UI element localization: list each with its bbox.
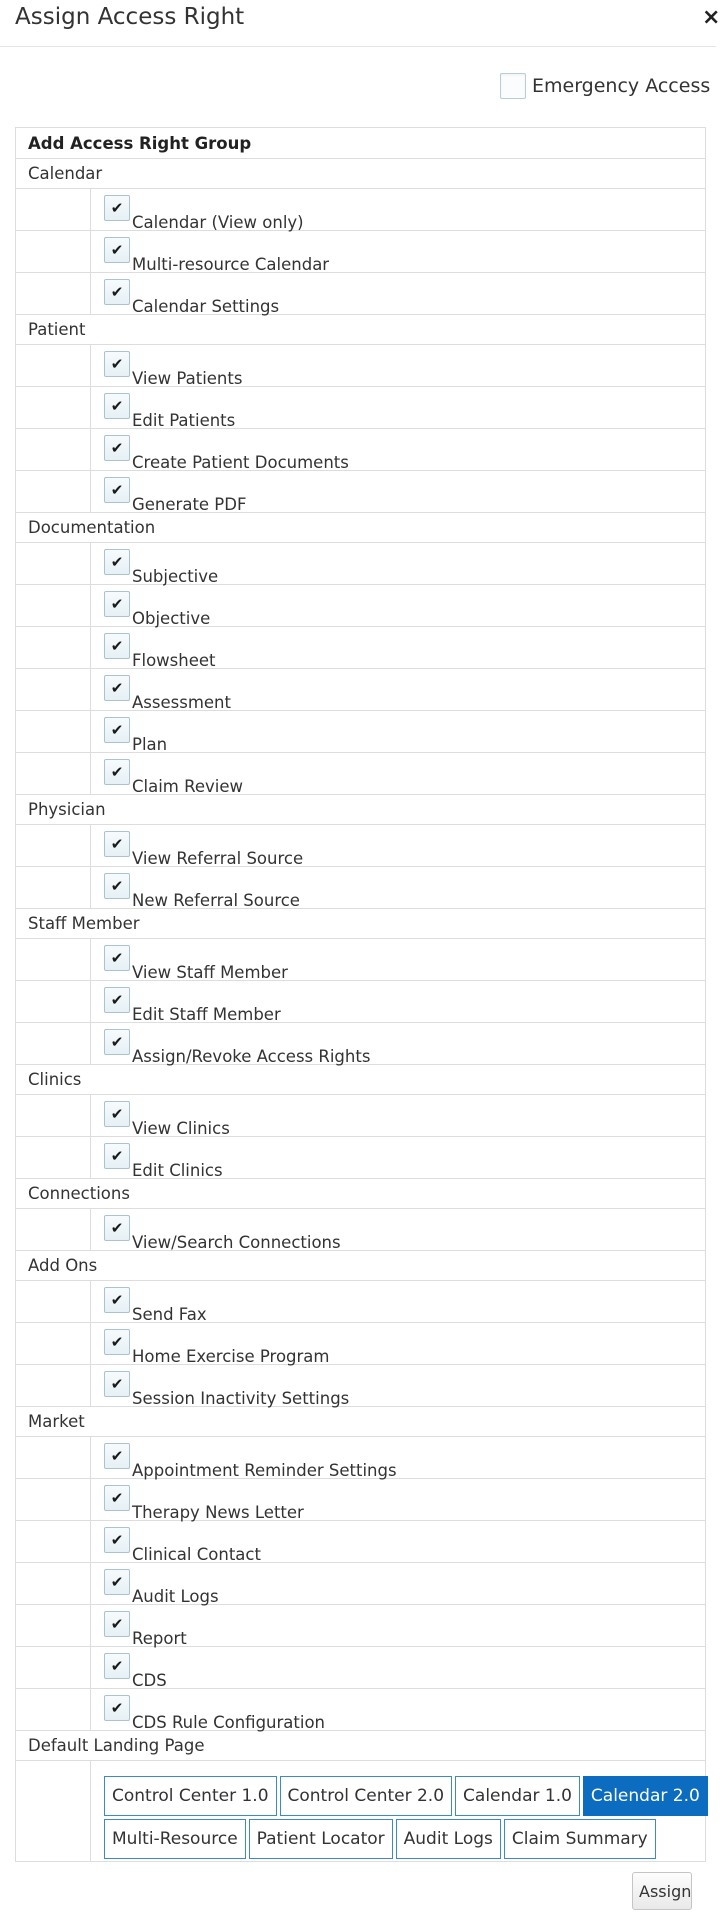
checkmark-icon: ✔ bbox=[110, 720, 124, 739]
row-indent bbox=[16, 1605, 91, 1647]
row-indent bbox=[16, 753, 91, 795]
row-indent bbox=[16, 1647, 91, 1689]
landing-option-button[interactable]: Control Center 1.0 bbox=[104, 1776, 277, 1816]
checkmark-icon: ✔ bbox=[110, 876, 124, 895]
permission-option[interactable] bbox=[104, 1653, 167, 1690]
row-indent bbox=[16, 1209, 91, 1251]
permission-cell bbox=[91, 1521, 706, 1563]
group-row bbox=[16, 315, 706, 345]
permission-checkbox[interactable] bbox=[104, 477, 130, 503]
permission-cell bbox=[91, 1437, 706, 1479]
permission-checkbox[interactable] bbox=[104, 1371, 130, 1397]
permission-checkbox[interactable] bbox=[104, 759, 130, 785]
permission-row bbox=[16, 1479, 706, 1521]
group-row bbox=[16, 1251, 706, 1281]
row-indent bbox=[16, 627, 91, 669]
row-indent bbox=[16, 189, 91, 231]
permission-option[interactable] bbox=[104, 1101, 230, 1138]
permission-option[interactable] bbox=[104, 717, 167, 754]
permission-label: Appointment Reminder Settings bbox=[132, 1461, 397, 1480]
landing-option-button[interactable]: Multi-Resource bbox=[104, 1819, 246, 1859]
permission-cell bbox=[91, 471, 706, 513]
permission-option[interactable] bbox=[104, 759, 243, 796]
group-label: Clinics bbox=[16, 1065, 706, 1095]
dialog-title: Assign Access Right bbox=[15, 4, 245, 30]
permission-option[interactable] bbox=[104, 1287, 207, 1324]
row-indent bbox=[16, 711, 91, 753]
permission-option[interactable] bbox=[104, 279, 279, 316]
permission-checkbox[interactable] bbox=[104, 1569, 130, 1595]
permission-label: View Patients bbox=[132, 369, 243, 388]
emergency-access-label: Emergency Access bbox=[532, 75, 711, 97]
permission-checkbox[interactable] bbox=[104, 1695, 130, 1721]
group-label: Documentation bbox=[16, 513, 706, 543]
permission-row bbox=[16, 1563, 706, 1605]
permission-option[interactable] bbox=[104, 393, 235, 430]
permission-cell bbox=[91, 1605, 706, 1647]
checkmark-icon: ✔ bbox=[110, 480, 124, 499]
permission-option[interactable] bbox=[104, 1569, 219, 1606]
permission-option[interactable] bbox=[104, 945, 288, 982]
landing-page-row bbox=[16, 1761, 706, 1862]
permission-option[interactable] bbox=[104, 1527, 261, 1564]
row-indent bbox=[16, 345, 91, 387]
permission-label: Flowsheet bbox=[132, 651, 216, 670]
permission-option[interactable] bbox=[104, 873, 300, 910]
row-indent bbox=[16, 1521, 91, 1563]
row-indent bbox=[16, 231, 91, 273]
permission-row bbox=[16, 273, 706, 315]
checkmark-icon: ✔ bbox=[110, 678, 124, 697]
checkmark-icon: ✔ bbox=[110, 552, 124, 571]
permission-option[interactable] bbox=[104, 351, 242, 388]
permission-label: Plan bbox=[132, 735, 168, 754]
permission-label: Assign/Revoke Access Rights bbox=[132, 1047, 371, 1066]
permission-row bbox=[16, 669, 706, 711]
permission-cell bbox=[91, 1281, 706, 1323]
group-label: Calendar bbox=[16, 159, 706, 189]
row-indent bbox=[16, 867, 91, 909]
permission-checkbox[interactable] bbox=[104, 831, 130, 857]
permission-row bbox=[16, 867, 706, 909]
permission-cell bbox=[91, 753, 706, 795]
permission-label: Objective bbox=[132, 609, 211, 628]
permission-checkbox[interactable] bbox=[104, 1611, 130, 1637]
permission-row bbox=[16, 429, 706, 471]
dialog-header bbox=[0, 0, 720, 47]
emergency-access-checkbox[interactable] bbox=[500, 73, 526, 99]
permission-label: Session Inactivity Settings bbox=[132, 1389, 350, 1408]
permission-row bbox=[16, 1281, 706, 1323]
permission-label: Report bbox=[132, 1629, 187, 1648]
permission-checkbox[interactable] bbox=[104, 945, 130, 971]
row-indent bbox=[16, 1365, 91, 1407]
row-indent bbox=[16, 1281, 91, 1323]
group-row bbox=[16, 1731, 706, 1761]
row-indent bbox=[16, 1479, 91, 1521]
checkmark-icon: ✔ bbox=[110, 198, 124, 217]
permission-checkbox[interactable] bbox=[104, 1101, 130, 1127]
permission-option[interactable] bbox=[104, 1029, 370, 1066]
permission-option[interactable] bbox=[104, 1215, 341, 1252]
checkmark-icon: ✔ bbox=[110, 1146, 124, 1165]
row-indent bbox=[16, 825, 91, 867]
group-row bbox=[16, 1065, 706, 1095]
permission-cell bbox=[91, 1323, 706, 1365]
row-indent bbox=[16, 669, 91, 711]
permission-cell bbox=[91, 1647, 706, 1689]
checkmark-icon: ✔ bbox=[110, 948, 124, 967]
permission-row bbox=[16, 1137, 706, 1179]
landing-option-button[interactable]: Calendar 2.0 bbox=[583, 1776, 708, 1816]
group-row bbox=[16, 159, 706, 189]
permission-row bbox=[16, 189, 706, 231]
permission-row bbox=[16, 627, 706, 669]
permission-checkbox[interactable] bbox=[104, 591, 130, 617]
permission-row bbox=[16, 1689, 706, 1731]
permission-option[interactable] bbox=[104, 1143, 223, 1180]
permission-option[interactable] bbox=[104, 1485, 304, 1522]
permission-label: Therapy News Letter bbox=[132, 1503, 304, 1522]
permission-checkbox[interactable] bbox=[104, 633, 130, 659]
permission-label: Edit Clinics bbox=[132, 1161, 223, 1180]
permission-label: CDS Rule Configuration bbox=[132, 1713, 326, 1732]
permission-checkbox[interactable] bbox=[104, 873, 130, 899]
close-icon[interactable]: × bbox=[702, 5, 720, 30]
landing-page-cell bbox=[91, 1761, 706, 1862]
permission-cell bbox=[91, 1095, 706, 1137]
permission-checkbox[interactable] bbox=[104, 1527, 130, 1553]
group-row bbox=[16, 909, 706, 939]
permission-row bbox=[16, 1647, 706, 1689]
permission-option[interactable] bbox=[104, 831, 303, 868]
permission-label: Edit Staff Member bbox=[132, 1005, 281, 1024]
table-header: Add Access Right Group bbox=[16, 128, 706, 159]
row-indent bbox=[16, 1689, 91, 1731]
row-indent bbox=[16, 471, 91, 513]
permission-row bbox=[16, 1023, 706, 1065]
permission-cell bbox=[91, 345, 706, 387]
permission-label: Generate PDF bbox=[132, 495, 247, 514]
permission-row bbox=[16, 1095, 706, 1137]
permission-row bbox=[16, 543, 706, 585]
group-label: Patient bbox=[16, 315, 706, 345]
permission-row bbox=[16, 345, 706, 387]
permission-checkbox[interactable] bbox=[104, 237, 130, 263]
checkmark-icon: ✔ bbox=[110, 240, 124, 259]
permission-label: CDS bbox=[132, 1671, 167, 1690]
permission-label: Home Exercise Program bbox=[132, 1347, 330, 1366]
permission-option[interactable] bbox=[104, 549, 218, 586]
group-label: Staff Member bbox=[16, 909, 706, 939]
permission-cell bbox=[91, 825, 706, 867]
row-indent bbox=[16, 1095, 91, 1137]
landing-option-button[interactable]: Patient Locator bbox=[249, 1819, 393, 1859]
permission-checkbox[interactable] bbox=[104, 987, 130, 1013]
row-indent bbox=[16, 543, 91, 585]
landing-option-row bbox=[104, 1776, 704, 1816]
permission-label: View Referral Source bbox=[132, 849, 304, 868]
permission-checkbox[interactable] bbox=[104, 1329, 130, 1355]
row-indent bbox=[16, 273, 91, 315]
landing-option-row bbox=[104, 1819, 704, 1859]
permission-row bbox=[16, 585, 706, 627]
assign-button[interactable]: Assign bbox=[632, 1872, 692, 1910]
permission-checkbox[interactable] bbox=[104, 1443, 130, 1469]
permission-cell bbox=[91, 1023, 706, 1065]
group-row bbox=[16, 1407, 706, 1437]
permission-label: New Referral Source bbox=[132, 891, 300, 910]
checkmark-icon: ✔ bbox=[110, 1446, 124, 1465]
emergency-access-option[interactable] bbox=[500, 71, 710, 101]
checkmark-icon: ✔ bbox=[110, 990, 124, 1009]
permission-label: View/Search Connections bbox=[132, 1233, 341, 1252]
permission-row bbox=[16, 387, 706, 429]
permission-option[interactable] bbox=[104, 477, 246, 514]
permission-checkbox[interactable] bbox=[104, 1215, 130, 1241]
permission-checkbox[interactable] bbox=[104, 717, 130, 743]
checkmark-icon: ✔ bbox=[110, 1572, 124, 1591]
permission-checkbox[interactable] bbox=[104, 1143, 130, 1169]
permission-label: View Clinics bbox=[132, 1119, 230, 1138]
permission-row bbox=[16, 1323, 706, 1365]
landing-page-label: Default Landing Page bbox=[16, 1731, 706, 1761]
checkmark-icon: ✔ bbox=[110, 1032, 124, 1051]
permission-label: Subjective bbox=[132, 567, 219, 586]
permission-checkbox[interactable] bbox=[104, 1485, 130, 1511]
checkmark-icon: ✔ bbox=[110, 594, 124, 613]
permission-row bbox=[16, 939, 706, 981]
row-indent bbox=[16, 1023, 91, 1065]
permission-cell bbox=[91, 1209, 706, 1251]
permission-cell bbox=[91, 939, 706, 981]
permission-label: Multi-resource Calendar bbox=[132, 255, 330, 274]
permission-checkbox[interactable] bbox=[104, 435, 130, 461]
permission-label: Assessment bbox=[132, 693, 231, 712]
permission-option[interactable] bbox=[104, 675, 231, 712]
permission-cell bbox=[91, 429, 706, 471]
permission-option[interactable] bbox=[104, 237, 329, 274]
permission-cell bbox=[91, 1479, 706, 1521]
permission-cell bbox=[91, 189, 706, 231]
group-label: Market bbox=[16, 1407, 706, 1437]
permission-label: Send Fax bbox=[132, 1305, 207, 1324]
checkmark-icon: ✔ bbox=[110, 1530, 124, 1549]
permission-cell bbox=[91, 711, 706, 753]
permission-cell bbox=[91, 543, 706, 585]
permission-row bbox=[16, 471, 706, 513]
row-indent bbox=[16, 429, 91, 471]
checkmark-icon: ✔ bbox=[110, 762, 124, 781]
permission-checkbox[interactable] bbox=[104, 1029, 130, 1055]
permission-cell bbox=[91, 231, 706, 273]
permission-cell bbox=[91, 1365, 706, 1407]
permission-cell bbox=[91, 867, 706, 909]
checkmark-icon: ✔ bbox=[110, 438, 124, 457]
permission-cell bbox=[91, 273, 706, 315]
row-indent bbox=[16, 939, 91, 981]
permission-row bbox=[16, 1365, 706, 1407]
group-label: Connections bbox=[16, 1179, 706, 1209]
permission-label: Claim Review bbox=[132, 777, 243, 796]
permission-cell bbox=[91, 669, 706, 711]
group-row bbox=[16, 1179, 706, 1209]
permission-checkbox[interactable] bbox=[104, 279, 130, 305]
permission-label: View Staff Member bbox=[132, 963, 288, 982]
permission-cell bbox=[91, 627, 706, 669]
group-label: Physician bbox=[16, 795, 706, 825]
landing-option-button[interactable]: Claim Summary bbox=[504, 1819, 656, 1859]
permission-label: Calendar Settings bbox=[132, 297, 280, 316]
permission-checkbox[interactable] bbox=[104, 393, 130, 419]
landing-option-button[interactable]: Control Center 2.0 bbox=[280, 1776, 453, 1816]
permission-cell bbox=[91, 1137, 706, 1179]
row-indent bbox=[16, 981, 91, 1023]
permission-row bbox=[16, 1605, 706, 1647]
checkmark-icon: ✔ bbox=[110, 1332, 124, 1351]
permission-option[interactable] bbox=[104, 1443, 397, 1480]
row-indent bbox=[16, 1563, 91, 1605]
checkmark-icon: ✔ bbox=[110, 354, 124, 373]
permission-cell bbox=[91, 1563, 706, 1605]
permission-option[interactable] bbox=[104, 435, 349, 472]
checkmark-icon: ✔ bbox=[110, 834, 124, 853]
permission-row bbox=[16, 1521, 706, 1563]
checkmark-icon: ✔ bbox=[110, 1698, 124, 1717]
group-label: Add Ons bbox=[16, 1251, 706, 1281]
permission-row bbox=[16, 1437, 706, 1479]
landing-option-button[interactable]: Audit Logs bbox=[396, 1819, 501, 1859]
permission-cell bbox=[91, 981, 706, 1023]
row-indent bbox=[16, 585, 91, 627]
permission-checkbox[interactable] bbox=[104, 351, 130, 377]
landing-option-button[interactable]: Calendar 1.0 bbox=[455, 1776, 580, 1816]
landing-page-options bbox=[104, 1776, 704, 1862]
permission-row bbox=[16, 981, 706, 1023]
permission-cell bbox=[91, 387, 706, 429]
permission-option[interactable] bbox=[104, 633, 216, 670]
checkmark-icon: ✔ bbox=[110, 1290, 124, 1309]
permission-row bbox=[16, 711, 706, 753]
permission-cell bbox=[91, 585, 706, 627]
row-indent bbox=[16, 1137, 91, 1179]
group-row bbox=[16, 795, 706, 825]
row-indent bbox=[16, 1437, 91, 1479]
checkmark-icon: ✔ bbox=[110, 1656, 124, 1675]
row-indent bbox=[16, 1761, 91, 1862]
group-row bbox=[16, 513, 706, 543]
checkmark-icon: ✔ bbox=[110, 282, 124, 301]
permission-option[interactable] bbox=[104, 1371, 349, 1408]
checkmark-icon: ✔ bbox=[110, 636, 124, 655]
access-rights-table bbox=[15, 127, 706, 1862]
permission-option[interactable] bbox=[104, 1695, 325, 1732]
permission-label: Audit Logs bbox=[132, 1587, 219, 1606]
permission-checkbox[interactable] bbox=[104, 1653, 130, 1679]
permission-label: Create Patient Documents bbox=[132, 453, 349, 472]
permission-option[interactable] bbox=[104, 195, 304, 232]
checkmark-icon: ✔ bbox=[110, 1614, 124, 1633]
row-indent bbox=[16, 1323, 91, 1365]
permission-row bbox=[16, 231, 706, 273]
row-indent bbox=[16, 387, 91, 429]
checkmark-icon: ✔ bbox=[110, 1374, 124, 1393]
permission-option[interactable] bbox=[104, 987, 281, 1024]
permission-row bbox=[16, 753, 706, 795]
permission-row bbox=[16, 825, 706, 867]
permission-label: Edit Patients bbox=[132, 411, 236, 430]
permission-option[interactable] bbox=[104, 1611, 187, 1648]
checkmark-icon: ✔ bbox=[110, 1104, 124, 1123]
permission-cell bbox=[91, 1689, 706, 1731]
permission-label: Clinical Contact bbox=[132, 1545, 261, 1564]
checkmark-icon: ✔ bbox=[110, 1218, 124, 1237]
permission-checkbox[interactable] bbox=[104, 675, 130, 701]
permission-checkbox[interactable] bbox=[104, 549, 130, 575]
permission-row bbox=[16, 1209, 706, 1251]
permission-option[interactable] bbox=[104, 591, 210, 628]
permission-checkbox[interactable] bbox=[104, 1287, 130, 1313]
permission-label: Calendar (View only) bbox=[132, 213, 304, 232]
permission-checkbox[interactable] bbox=[104, 195, 130, 221]
checkmark-icon: ✔ bbox=[110, 1488, 124, 1507]
table-header-row bbox=[16, 128, 706, 159]
permission-option[interactable] bbox=[104, 1329, 330, 1366]
checkmark-icon: ✔ bbox=[110, 396, 124, 415]
